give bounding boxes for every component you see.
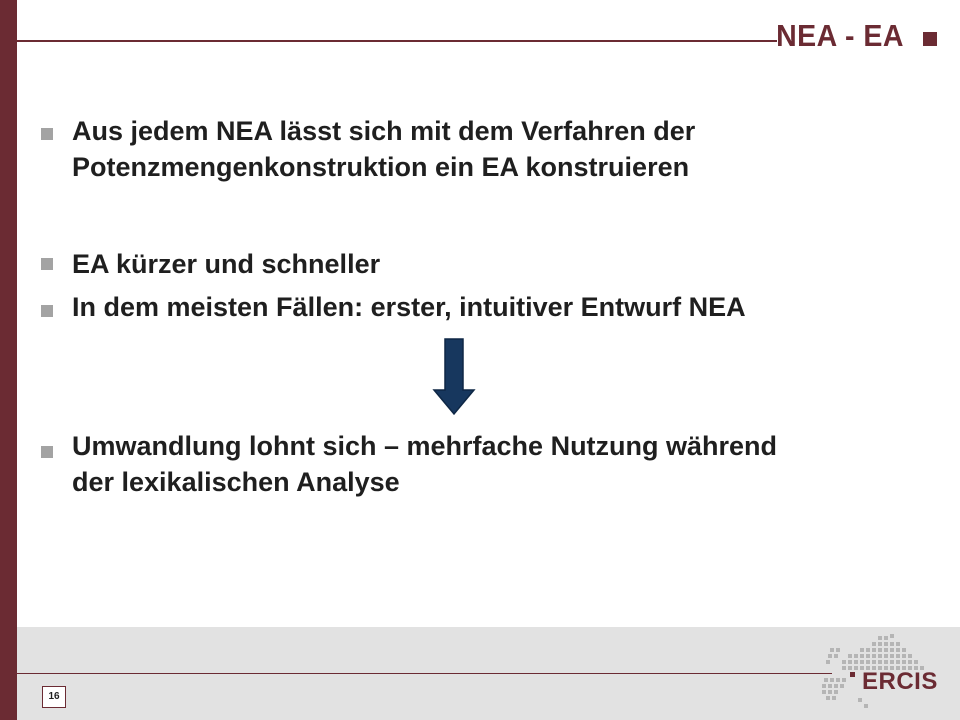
bullet-line: Potenzmengenkonstruktion ein EA konstruieren [72,152,690,182]
bullet-text-2 [72,246,932,282]
bullet-text-4 [72,428,932,500]
bullet-line: Umwandlung lohnt sich – mehrfache Nutzung während [72,431,778,461]
footer-line [17,673,832,674]
logo-text: ERCIS [862,668,938,695]
bullet-line: Aus jedem NEA lässt sich mit dem Verfahren der [72,116,696,146]
bullet-line: In dem meisten Fällen: erster, intuitiver Entwurf NEA [72,292,746,322]
bullet-line: der lexikalischen Analyse [72,467,400,497]
page-number: 16 [42,686,66,708]
down-arrow-icon [432,338,476,416]
bullet-text-3 [72,289,932,325]
bullet-line: EA kürzer und schneller [72,249,381,279]
bullet-square-icon [41,446,53,458]
slide-title: NEA - EA [776,18,904,53]
bullet-square-icon [41,258,53,270]
bullet-text-1 [72,113,932,185]
logo-dot-icon [850,672,855,677]
bullet-square-icon [41,305,53,317]
bullet-square-icon [41,128,53,140]
